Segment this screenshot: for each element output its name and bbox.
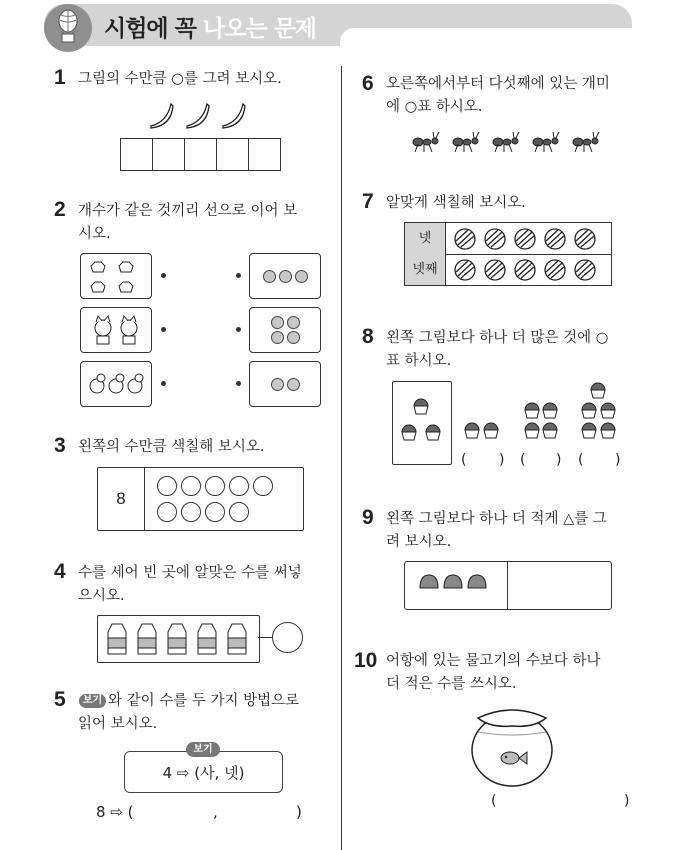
- melon[interactable]: [575, 260, 595, 280]
- dot-circle: [295, 270, 308, 283]
- q6-ants: [410, 126, 610, 156]
- grid-cell: [249, 139, 280, 170]
- q10-paren-close[interactable]: ): [624, 793, 630, 809]
- ant-icon[interactable]: [573, 132, 599, 152]
- melon[interactable]: [485, 229, 505, 249]
- q10-number: 10: [354, 649, 378, 672]
- balloon-icon: [44, 4, 92, 52]
- chestnut-icon: [415, 570, 505, 600]
- grid-cell: [217, 139, 249, 170]
- q10-paren-open[interactable]: (: [491, 793, 497, 809]
- q2-left-dot[interactable]: [161, 273, 166, 278]
- q8-number: 8: [362, 325, 374, 348]
- q2-number: 2: [54, 198, 66, 221]
- melon[interactable]: [455, 260, 475, 280]
- cat-icon: [81, 308, 151, 352]
- dot-circle: [271, 316, 284, 329]
- title-part2: 나오는 문제: [202, 16, 317, 42]
- grid-cell: [121, 139, 153, 170]
- color-circle[interactable]: [253, 476, 273, 496]
- q8-text-line2: 표 하시오.: [386, 353, 452, 369]
- grid-cell: [185, 139, 217, 170]
- q1-answer-grid[interactable]: [120, 138, 281, 171]
- page-title: [104, 10, 316, 43]
- q8-paren-close[interactable]: ): [615, 452, 621, 468]
- q4-text-line2: 으시오.: [78, 588, 125, 604]
- q9-draw-area[interactable]: [509, 563, 609, 608]
- q8-paren-close[interactable]: ): [499, 452, 505, 468]
- q2-right-three: [249, 253, 321, 299]
- q7-row-label: 넷째: [405, 254, 446, 285]
- ant-icon[interactable]: [533, 132, 559, 152]
- q9-text-line1: 왼쪽 그림보다 하나 더 적게 △를 그: [386, 511, 607, 527]
- grid-cell: [153, 139, 185, 170]
- q5-example-label: 보기: [186, 742, 220, 757]
- q10-text-line1: 어항에 있는 물고기의 수보다 하나: [386, 653, 601, 669]
- milk-carton-icon: [98, 616, 259, 662]
- q2-right-dot[interactable]: [236, 327, 241, 332]
- ant-icon[interactable]: [413, 132, 439, 152]
- fishbowl-icon: [464, 698, 560, 790]
- q2-text-line2: 시오.: [78, 226, 111, 242]
- q3-box: [97, 467, 304, 531]
- q1-text: 그림의 수만큼 ○를 그려 보시오.: [78, 71, 282, 87]
- chick-icon: [81, 362, 151, 406]
- ant-icon[interactable]: [493, 132, 519, 152]
- dot-circle: [263, 270, 276, 283]
- q5-answer-suffix: ): [296, 803, 302, 821]
- q2-left-chicks: [80, 361, 152, 407]
- header-notch: [340, 28, 632, 46]
- color-circle[interactable]: [229, 502, 249, 522]
- q2-left-dot[interactable]: [161, 381, 166, 386]
- dot-circle: [271, 331, 284, 344]
- cow-icon: [81, 254, 151, 298]
- q2-left-dot[interactable]: [161, 327, 166, 332]
- banana-icon: [223, 104, 245, 128]
- q2-right-dot[interactable]: [236, 381, 241, 386]
- q8-paren-open[interactable]: (: [461, 452, 467, 468]
- q3-text: 왼쪽의 수만큼 색칠해 보시오.: [78, 439, 265, 455]
- q2-left-cows: [80, 253, 152, 299]
- melon[interactable]: [545, 260, 565, 280]
- q1-number: 1: [54, 66, 66, 89]
- q6-text-line2: 에 ○표 하시오.: [386, 99, 483, 115]
- melon[interactable]: [545, 229, 565, 249]
- q6-number: 6: [362, 72, 374, 95]
- q3-number: 3: [54, 434, 66, 457]
- color-circle[interactable]: [205, 476, 225, 496]
- color-circle[interactable]: [157, 502, 177, 522]
- melon[interactable]: [515, 260, 535, 280]
- q5-answer-prefix: 8 ⇨ (: [96, 803, 134, 821]
- q2-right-four: [249, 307, 321, 353]
- color-circle[interactable]: [181, 502, 201, 522]
- melon[interactable]: [455, 229, 475, 249]
- dot-circle: [287, 378, 300, 391]
- q10-text-line2: 더 적은 수를 쓰시오.: [386, 676, 517, 692]
- q5-text-line2: 읽어 보시오.: [78, 716, 158, 732]
- dot-circle: [287, 316, 300, 329]
- q9-box: [404, 561, 612, 610]
- q2-text-line1: 개수가 같은 것끼리 선으로 이어 보: [78, 203, 298, 219]
- q5-number: 5: [54, 688, 66, 711]
- melon-icon: [449, 223, 609, 285]
- q7-table: [404, 222, 612, 286]
- q1-bananas: [145, 100, 255, 130]
- q2-right-two: [249, 361, 321, 407]
- q6-text-line1: 오른쪽에서부터 다섯째에 있는 개미: [386, 76, 610, 92]
- melon[interactable]: [515, 229, 535, 249]
- q8-paren-close[interactable]: ): [556, 452, 562, 468]
- q8-paren-open[interactable]: (: [578, 452, 584, 468]
- color-circle[interactable]: [181, 476, 201, 496]
- melon[interactable]: [485, 260, 505, 280]
- color-circle[interactable]: [205, 502, 225, 522]
- dot-circle: [287, 331, 300, 344]
- ant-icon[interactable]: [453, 132, 479, 152]
- q5-badge: 보기: [79, 694, 106, 708]
- q7-number: 7: [362, 190, 374, 213]
- column-divider: [341, 66, 342, 850]
- dot-circle: [279, 270, 292, 283]
- color-circle[interactable]: [157, 476, 177, 496]
- header-badge: [44, 4, 92, 52]
- banana-icon: [151, 104, 173, 128]
- q4-text-line1: 수를 세어 빈 곳에 알맞은 수를 써넣: [78, 565, 302, 581]
- q8-text-line1: 왼쪽 그림보다 하나 더 많은 것에 ○: [386, 330, 609, 346]
- q7-row-label: 넷: [405, 223, 446, 255]
- dot-circle: [271, 378, 284, 391]
- banana-icon: [187, 104, 209, 128]
- title-part1: 시험에 꼭: [104, 16, 196, 42]
- cupcake-icon: [392, 378, 642, 468]
- color-circle[interactable]: [229, 476, 249, 496]
- q9-number: 9: [362, 506, 374, 529]
- q4-number: 4: [54, 560, 66, 583]
- melon[interactable]: [575, 229, 595, 249]
- q7-text: 알맞게 색칠해 보시오.: [386, 195, 526, 211]
- q5-text-line1: 와 같이 수를 두 가지 방법으로: [108, 693, 300, 709]
- q4-answer-circle[interactable]: [272, 622, 303, 653]
- q5-example-text: 4 ⇨ (사, 넷): [162, 764, 245, 782]
- q8-paren-open[interactable]: (: [520, 452, 526, 468]
- q3-number-cell: 8: [98, 468, 145, 530]
- q4-milk-box: [97, 615, 260, 663]
- q4-connector: [258, 637, 272, 638]
- q2-right-dot[interactable]: [236, 273, 241, 278]
- q2-left-cats: [80, 307, 152, 353]
- q9-text-line2: 려 보시오.: [386, 534, 452, 550]
- q5-answer-comma: ,: [213, 803, 218, 821]
